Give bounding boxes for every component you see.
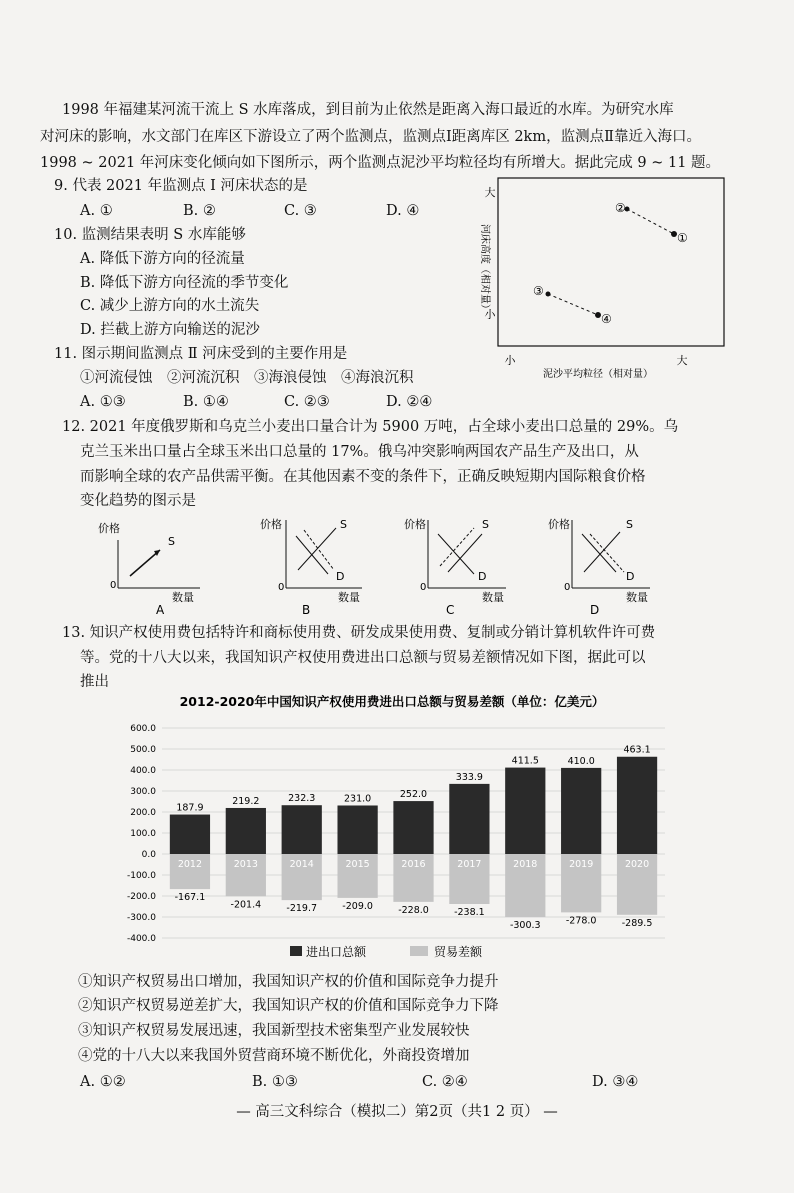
q13-statement-3: ③知识产权贸易发展迅速，我国新型技术密集型产业发展较快 — [78, 1023, 470, 1039]
q12-line-1: 12. 2021 年度俄罗斯和乌克兰小麦出口量合计为 5900 万吨，占全球小麦出口总量的 29%。乌 — [62, 419, 679, 435]
data-label-balance: -167.1 — [174, 892, 206, 904]
legend-swatch-total — [290, 946, 302, 956]
legend-label-total: 进出口总额 — [306, 945, 367, 959]
svg-text:价格: 价格 — [98, 522, 120, 535]
data-label-balance: -289.5 — [621, 917, 653, 929]
category-label: 2017 — [457, 859, 482, 870]
intro-line-3: 1998 ~ 2021 年河床变化倾向如下图所示，两个监测点泥沙平均粒径均有所增大。据此完成 9 ~ 11 题。 — [40, 155, 721, 171]
category-label: 2015 — [345, 859, 370, 870]
data-label-total: 187.9 — [176, 802, 204, 814]
data-label-balance: -209.0 — [342, 900, 373, 912]
q9-stem: 9. 代表 2021 年监测点 Ⅰ 河床状态的是 — [54, 178, 308, 194]
y-tick-label: -100.0 — [126, 871, 156, 881]
graph-a[interactable] — [96, 518, 216, 614]
svg-text:0: 0 — [110, 580, 117, 591]
point-4-label: ④ — [601, 312, 612, 326]
graph-d[interactable] — [546, 510, 666, 614]
svg-text:价格: 价格 — [404, 518, 426, 531]
y-small-label: 小 — [484, 308, 496, 321]
chart-legend — [290, 944, 483, 959]
y-tick-label: 200.0 — [130, 808, 156, 818]
svg-text:D: D — [478, 570, 487, 583]
category-label: 2018 — [513, 859, 538, 870]
q13-option-d[interactable]: D. ③④ — [592, 1074, 639, 1090]
svg-text:S: S — [482, 518, 489, 531]
bar-total — [337, 805, 377, 854]
bar-total — [282, 805, 322, 854]
dot-3 — [546, 292, 551, 297]
q10-option-d[interactable]: D. 拦截上游方向输送的泥沙 — [80, 322, 260, 338]
point-2-label: ② — [615, 201, 626, 215]
y-tick-label: 300.0 — [130, 787, 156, 797]
data-label-total: 333.9 — [455, 771, 483, 783]
y-tick-label: 0.0 — [141, 850, 156, 860]
q11-option-a[interactable]: A. ①③ — [80, 394, 126, 410]
q11-items: ①河流侵蚀 ②河流沉积 ③海浪侵蚀 ④海浪沉积 — [80, 370, 414, 386]
graph-c-label: C — [446, 603, 455, 614]
graph-b[interactable] — [258, 510, 378, 614]
data-label-balance: -300.3 — [509, 920, 541, 932]
svg-text:数量: 数量 — [626, 591, 648, 604]
y-tick-label: -400.0 — [126, 934, 156, 944]
data-label-balance: -228.0 — [398, 904, 429, 916]
q10-option-a[interactable]: A. 降低下游方向的径流量 — [80, 251, 245, 267]
q11-option-d[interactable]: D. ②④ — [386, 394, 433, 410]
page-footer: — 高三文科综合（模拟二）第2页（共1 2 页） — — [236, 1104, 558, 1120]
svg-text:价格: 价格 — [548, 518, 570, 531]
q10-option-c[interactable]: C. 减少上游方向的水土流失 — [80, 298, 260, 314]
graph-d-label: D — [590, 603, 600, 614]
q13-statement-2: ②知识产权贸易逆差扩大，我国知识产权的价值和国际竞争力下降 — [78, 998, 499, 1014]
data-label-balance: -201.4 — [230, 899, 262, 911]
legend-swatch-balance — [410, 946, 428, 956]
svg-text:价格: 价格 — [260, 518, 282, 531]
q11-stem: 11. 图示期间监测点 Ⅱ 河床受到的主要作用是 — [54, 346, 348, 362]
q9-option-b[interactable]: B. ② — [183, 203, 216, 219]
q11-option-c[interactable]: C. ②③ — [284, 394, 330, 410]
data-label-total: 219.2 — [232, 795, 260, 807]
q13-option-b[interactable]: B. ①③ — [252, 1074, 298, 1090]
data-label-total: 463.1 — [623, 744, 651, 756]
svg-text:0: 0 — [420, 582, 427, 593]
q12-line-3: 而影响全球的农产品供需平衡。在其他因素不变的条件下，正确反映短期内国际粮食价格 — [80, 469, 646, 485]
svg-text:D: D — [626, 570, 635, 583]
q13-option-a[interactable]: A. ①② — [80, 1074, 126, 1090]
x-axis-label: 泥沙平均粒径（相对量） — [543, 369, 653, 380]
link-3-4 — [548, 294, 598, 315]
category-label: 2019 — [569, 859, 594, 870]
link-2-1 — [627, 209, 674, 234]
q9-option-a[interactable]: A. ① — [80, 203, 113, 219]
q11-option-b[interactable]: B. ①④ — [183, 394, 229, 410]
legend-label-balance: 贸易差额 — [434, 945, 483, 959]
intro-line-2: 对河床的影响，水文部门在库区下游设立了两个监测点，监测点Ⅰ距离库区 2km，监测点Ⅱ靠近入海口。 — [40, 129, 701, 145]
data-label-total: 231.0 — [344, 793, 372, 805]
point-3-label: ③ — [533, 284, 544, 298]
q13-line-2: 等。党的十八大以来，我国知识产权使用费进出口总额与贸易差额情况如下图，据此可以 — [80, 650, 646, 666]
data-label-total: 232.3 — [288, 793, 316, 805]
chart-title: 2012-2020年中国知识产权使用费进出口总额与贸易差额（单位：亿美元） — [179, 694, 605, 709]
bar-total — [561, 768, 601, 854]
graph-c[interactable] — [402, 510, 522, 614]
data-label-total: 411.5 — [511, 755, 539, 767]
y-axis-label: 河床高度（相对量） — [479, 224, 490, 314]
category-label: 2013 — [233, 859, 258, 870]
q10-option-b[interactable]: B. 降低下游方向径流的季节变化 — [80, 275, 289, 291]
intro-line-1: 1998 年福建某河流干流上 S 水库落成，到目前为止依然是距离入海口最近的水库。为研究水库 — [62, 102, 674, 118]
svg-text:0: 0 — [278, 582, 285, 593]
svg-text:S: S — [168, 535, 175, 548]
data-label-balance: -278.0 — [565, 915, 597, 927]
bar-total — [393, 801, 433, 854]
svg-text:S: S — [626, 518, 633, 531]
q12-line-2: 克兰玉米出口量占全球玉米出口总量的 17%。俄乌冲突影响两国农产品生产及出口，从 — [80, 444, 639, 460]
data-label-total: 252.0 — [399, 789, 428, 801]
x-big-label: 大 — [676, 354, 688, 367]
q9-option-d[interactable]: D. ④ — [386, 203, 420, 219]
ip-trade-chart — [110, 690, 680, 970]
bar-total — [226, 808, 266, 854]
bar-total — [449, 784, 489, 854]
y-big-label: 大 — [484, 186, 496, 199]
q10-stem: 10. 监测结果表明 S 水库能够 — [54, 227, 246, 243]
bar-total — [170, 815, 210, 854]
y-tick-label: 500.0 — [130, 745, 156, 755]
q9-option-c[interactable]: C. ③ — [284, 203, 317, 219]
svg-text:D: D — [336, 570, 345, 583]
data-label-balance: -219.7 — [286, 903, 318, 915]
y-tick-label: -200.0 — [126, 892, 156, 902]
y-tick-label: -300.0 — [126, 913, 156, 923]
y-tick-label: 400.0 — [130, 766, 156, 776]
bar-total — [505, 768, 545, 854]
point-1-label: ① — [677, 231, 688, 245]
svg-text:S: S — [340, 518, 347, 531]
y-tick-label: 100.0 — [130, 829, 156, 839]
bar-total — [617, 757, 657, 854]
q12-line-4: 变化趋势的图示是 — [80, 493, 196, 509]
svg-text:数量: 数量 — [172, 591, 194, 604]
graph-b-label: B — [302, 603, 311, 614]
q13-option-c[interactable]: C. ②④ — [422, 1074, 468, 1090]
svg-text:0: 0 — [564, 582, 571, 593]
graph-a-label: A — [156, 603, 165, 614]
data-label-balance: -238.1 — [454, 907, 485, 919]
category-label: 2012 — [177, 859, 203, 870]
q13-line-1: 13. 知识产权使用费包括特许和商标使用费、研发成果使用费、复制或分销计算机软件许可费 — [62, 625, 656, 641]
q13-statement-4: ④党的十八大以来我国外贸营商环境不断优化，外商投资增加 — [78, 1048, 470, 1064]
category-label: 2014 — [289, 859, 314, 870]
svg-text:数量: 数量 — [482, 591, 504, 604]
category-label: 2016 — [401, 859, 426, 870]
category-label: 2020 — [624, 859, 650, 870]
riverbed-figure — [470, 172, 730, 387]
svg-text:数量: 数量 — [338, 591, 360, 604]
x-small-label: 小 — [504, 354, 516, 367]
q13-statement-1: ①知识产权贸易出口增加，我国知识产权的价值和国际竞争力提升 — [78, 974, 499, 990]
y-tick-label: 600.0 — [130, 724, 156, 734]
data-label-total: 410.0 — [567, 755, 595, 767]
q13-line-3: 推出 — [80, 674, 109, 690]
